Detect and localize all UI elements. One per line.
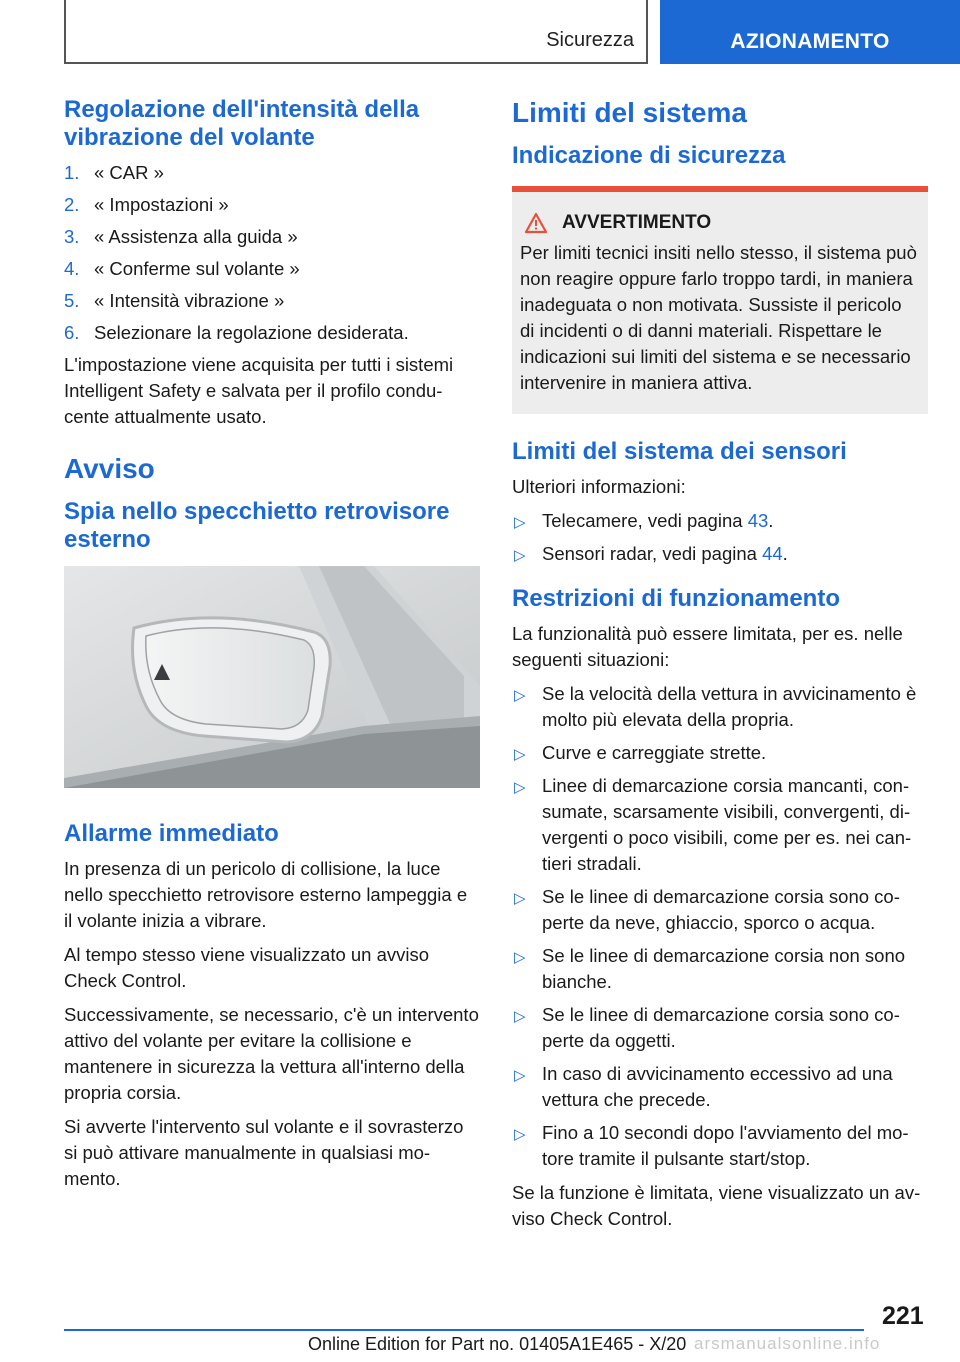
step-number: 5. bbox=[64, 290, 80, 311]
situation-item: ▷ Se le linee di demarcazione corsia sono coperte da neve, ghiaccio, sporco o acqua. bbox=[514, 886, 900, 933]
step-item bbox=[64, 224, 480, 250]
bullet-triangle-icon: ▷ bbox=[514, 547, 526, 564]
step-text: « Intensità vibrazione » bbox=[94, 290, 285, 311]
setting-paragraph: L'impostazione viene acquisita per tutti i sistemi Intelligent Safety e salvata per il profilo conducente attualmente usato. bbox=[64, 354, 454, 427]
warning-title: AVVERTIMENTO bbox=[562, 212, 712, 233]
page-number: 221 bbox=[882, 1302, 924, 1330]
bullet-triangle-icon: ▷ bbox=[514, 949, 526, 966]
page-header bbox=[0, 0, 960, 66]
step-text: Selezionare la regolazione desiderata. bbox=[94, 322, 409, 343]
further-info-label: Ulteriori informazioni: bbox=[512, 476, 686, 497]
alarm-paragraph-3: Successivamente, se necessario, c'è un intervento attivo del volante per evitare la collisione e mantenere in sicurezza la vettura all'interno della propria corsia. bbox=[64, 1004, 479, 1103]
step-item bbox=[64, 192, 480, 218]
reference-list bbox=[512, 508, 928, 567]
warning-title-row bbox=[520, 212, 920, 234]
bullet-triangle-icon: ▷ bbox=[514, 1126, 526, 1143]
warning-box bbox=[512, 186, 928, 414]
alarm-paragraph-4: Si avverte l'intervento sul volante e il sovrasterzo si può attivare manualmente in qualsiasi momento. bbox=[64, 1116, 464, 1189]
restrictions-paragraph: La funzionalità può essere limitata, per es. nelle seguenti situazioni: bbox=[512, 623, 903, 670]
heading-sensor-limits: Limiti del sistema dei sensori bbox=[512, 438, 847, 465]
left-column bbox=[64, 96, 480, 1200]
page-link-radar[interactable]: 44 bbox=[762, 543, 783, 564]
bullet-triangle-icon: ▷ bbox=[514, 1067, 526, 1084]
situation-item: ▷ Curve e carreggiate strette. bbox=[512, 740, 928, 766]
situation-item: ▷ Se la velocità della vettura in avvicinamento è molto più elevata della propria. bbox=[514, 683, 917, 730]
reference-item: ▷ Sensori radar, vedi pagina 44. bbox=[512, 541, 928, 567]
step-number: 6. bbox=[64, 322, 80, 343]
heading-restrictions: Restrizioni di funzionamento bbox=[512, 585, 840, 612]
steps-list bbox=[64, 160, 480, 346]
situation-item: ▷ Se le linee di demarcazione corsia non sono bianche. bbox=[514, 945, 906, 992]
bullet-triangle-icon: ▷ bbox=[514, 1008, 526, 1025]
section-header-box bbox=[64, 0, 648, 64]
bullet-triangle-icon: ▷ bbox=[514, 687, 526, 704]
warning-triangle-icon bbox=[524, 212, 548, 234]
step-number: 4. bbox=[64, 258, 80, 279]
heading-system-limits: Limiti del sistema bbox=[512, 97, 747, 128]
watermark: arsmanualsonline.info bbox=[694, 1334, 881, 1353]
alarm-paragraph-2: Al tempo stesso viene visualizzato un avviso Check Control. bbox=[64, 944, 430, 991]
page-link-cameras[interactable]: 43 bbox=[747, 510, 769, 531]
situation-item: ▷ Fino a 10 secondi dopo l'avviamento del motore tramite il pulsante start/stop. bbox=[514, 1122, 909, 1169]
chapter-tab: AZIONAMENTO bbox=[660, 0, 960, 64]
edition-text: Online Edition for Part no. 01405A1E465 - X/20 bbox=[308, 1334, 687, 1354]
right-column bbox=[512, 96, 928, 1240]
mirror-illustration bbox=[64, 566, 480, 788]
step-text: « Impostazioni » bbox=[94, 194, 229, 215]
step-number: 3. bbox=[64, 226, 80, 247]
step-item bbox=[64, 288, 480, 314]
final-paragraph: Se la funzione è limitata, viene visualizzato un avviso Check Control. bbox=[512, 1182, 921, 1229]
situation-item: ▷ Se le linee di demarcazione corsia sono coperte da oggetti. bbox=[514, 1004, 900, 1051]
heading-safety-note: Indicazione di sicurezza bbox=[512, 142, 786, 169]
situation-item: ▷ Linee di demarcazione corsia mancanti, consumate, scarsamente visibili, convergenti, divergenti o poco visibili, come per es. nei cantieri stradali. bbox=[514, 775, 912, 874]
reference-item: ▷ Telecamere, vedi pagina 43. bbox=[512, 508, 928, 534]
bullet-triangle-icon: ▷ bbox=[514, 779, 526, 796]
step-text: « Assistenza alla guida » bbox=[94, 226, 298, 247]
situations-list bbox=[512, 681, 928, 1172]
heading-avviso: Avviso bbox=[64, 453, 155, 484]
heading-immediate-alarm: Allarme immediato bbox=[64, 820, 279, 847]
bullet-triangle-icon: ▷ bbox=[514, 746, 526, 763]
situation-item: ▷ In caso di avvicinamento eccessivo ad una vettura che precede. bbox=[514, 1063, 893, 1110]
step-text: « Conferme sul volante » bbox=[94, 258, 300, 279]
step-number: 1. bbox=[64, 162, 80, 183]
step-item bbox=[64, 320, 480, 346]
section-title: Sicurezza bbox=[546, 29, 634, 51]
bullet-triangle-icon: ▷ bbox=[514, 890, 526, 907]
heading-vibration-intensity: Regolazione dell'intensità della vibrazione del volante bbox=[64, 96, 420, 151]
alarm-paragraph-1: In presenza di un pericolo di collisione, la luce nello specchietto retrovisore esterno lampeggia e il volante inizia a vibrare. bbox=[64, 858, 468, 931]
step-item bbox=[64, 256, 480, 282]
step-item bbox=[64, 160, 480, 186]
footer-divider bbox=[64, 1329, 864, 1331]
step-text: « CAR » bbox=[94, 162, 164, 183]
heading-mirror-light: Spia nello specchietto retrovisore esterno bbox=[64, 498, 450, 553]
warning-text: Per limiti tecnici insiti nello stesso, il sistema può non reagire oppure farlo troppo tardi, in maniera inadeguata o non motivata. Sussiste il pericolo di incidenti o di danni materiali. Rispettare le indicazioni sui limiti del sistema e se necessario intervenire in maniera attiva. bbox=[520, 242, 917, 393]
step-number: 2. bbox=[64, 194, 80, 215]
bullet-triangle-icon: ▷ bbox=[514, 514, 526, 531]
